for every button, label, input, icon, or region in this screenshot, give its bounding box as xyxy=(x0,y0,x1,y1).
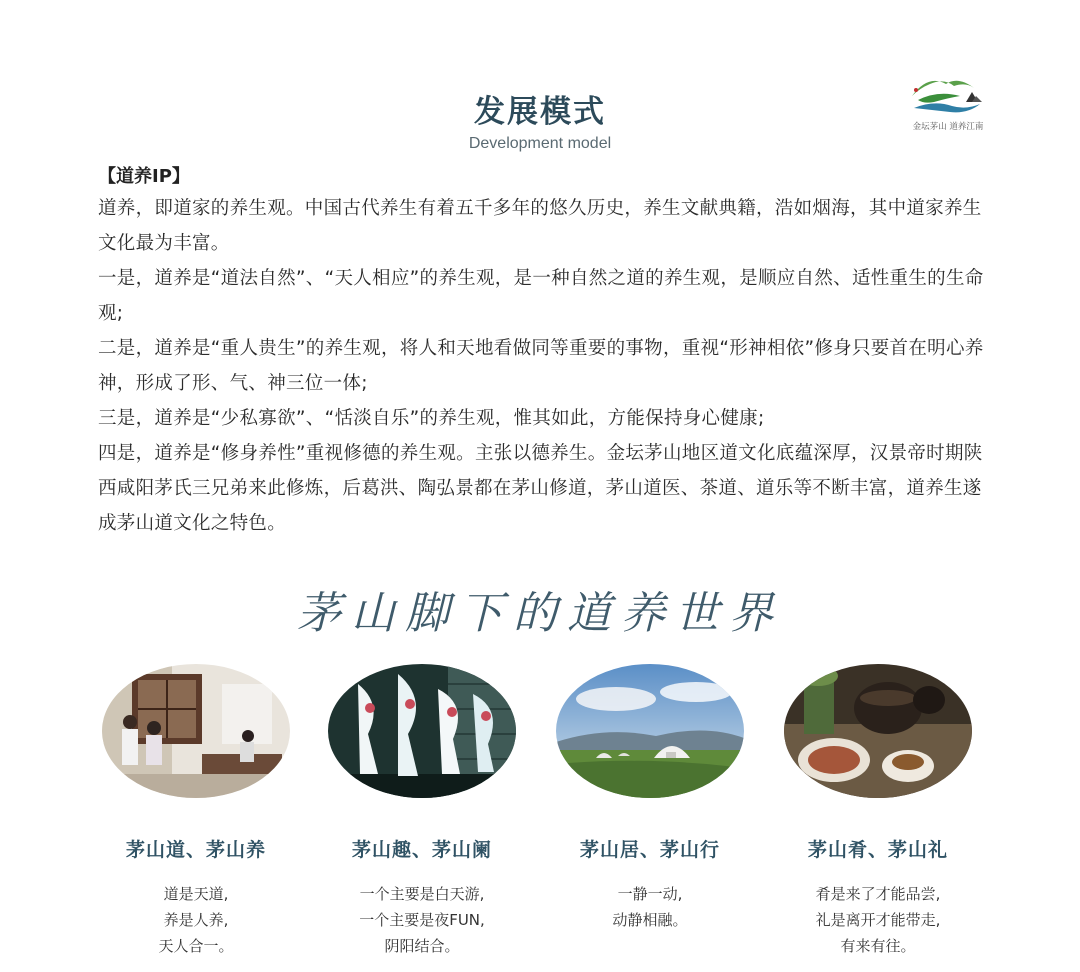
card-line: 养是人养, xyxy=(163,911,229,929)
card-line: 一个主要是白天游, xyxy=(359,885,485,903)
paragraph-point-3: 三是，道养是“少私寡欲”、“恬淡自乐”的养生观，惟其如此，方能保持身心健康; xyxy=(98,408,765,429)
paragraph-point-2: 二是，道养是“重人贵生”的养生观，将人和天地看做同等重要的事物，重视“形神相依”修身只要首在明心养神，形成了形、气、神三位一体; xyxy=(98,338,984,394)
brand-logo xyxy=(908,70,988,136)
paragraph-point-4: 四是，道养是“修身养性”重视修德的养生观。主张以德养生。金坛茅山地区道文化底蕴深厚，汉景帝时期陕西咸阳茅氏三兄弟来此修炼，后葛洪、陶弘景都在茅山修道，茅山道医、茶道、道乐等不断丰富，道养生遂成茅山道文化之特色。 xyxy=(98,443,983,534)
card-line: 礼是离开才能带走, xyxy=(815,911,941,929)
paragraph-point-1: 一是，道养是“道法自然”、“天人相应”的养生观，是一种自然之道的养生观，是顺应自然、适性重生的生命观; xyxy=(98,268,984,324)
card-title-qu-lan: 茅山趣、茅山阑 xyxy=(351,839,492,861)
mountain-river-logo-icon xyxy=(908,70,988,120)
card-line: 道是天道, xyxy=(163,885,229,903)
content-section xyxy=(98,163,988,541)
card-title-ju-xing: 茅山居、茅山行 xyxy=(579,839,720,861)
card-line: 肴是来了才能品尝, xyxy=(815,885,941,903)
card-line: 有来有往。 xyxy=(840,937,916,955)
card-description-yao-li xyxy=(778,881,978,959)
card-photo-dome-camp xyxy=(556,664,744,798)
card-line: 天人合一。 xyxy=(158,937,234,955)
card-line: 一静一动, xyxy=(617,885,683,903)
page-subtitle: Development model xyxy=(468,135,612,152)
feature-card-yao-li xyxy=(778,664,978,959)
calligraphy-heading: 茅山脚下的道养世界 xyxy=(297,588,783,639)
card-description-ju-xing xyxy=(550,881,750,933)
feature-card-ju-xing xyxy=(550,664,750,933)
card-title-dao-yang: 茅山道、茅山养 xyxy=(125,839,266,861)
card-photo-food-tea xyxy=(784,664,972,798)
section-label: 【道养IP】 xyxy=(98,166,190,187)
card-line: 一个主要是夜FUN, xyxy=(359,911,485,929)
feature-card-qu-lan xyxy=(322,664,522,959)
card-description-dao-yang xyxy=(96,881,296,959)
card-line: 阴阳结合。 xyxy=(384,937,460,955)
logo-text: 金坛茅山 道养江南 xyxy=(912,122,984,132)
page-title: 发展模式 xyxy=(474,94,606,130)
paragraph-intro: 道养，即道家的养生观。中国古代养生有着五千多年的悠久历史，养生文献典籍，浩如烟海，其中道家养生文化最为丰富。 xyxy=(98,198,982,254)
feature-card-dao-yang xyxy=(96,664,296,959)
card-title-yao-li: 茅山肴、茅山礼 xyxy=(807,839,948,861)
card-line: 动静相融。 xyxy=(612,911,688,929)
card-description-qu-lan xyxy=(322,881,522,959)
card-photo-temple-interior xyxy=(102,664,290,798)
card-photo-night-dance xyxy=(328,664,516,798)
